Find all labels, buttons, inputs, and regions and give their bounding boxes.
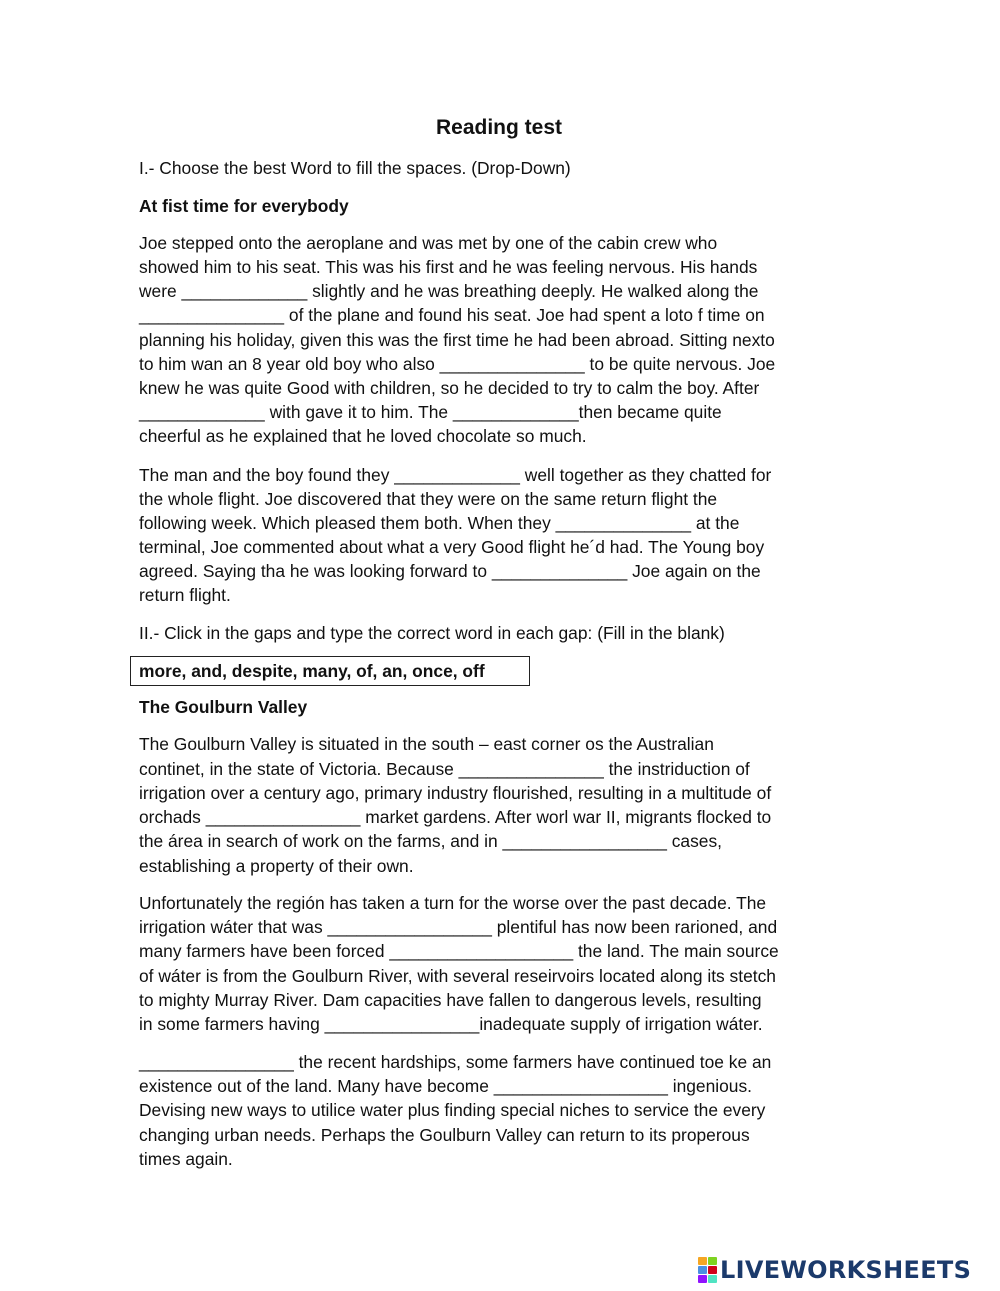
text-line: showed him to his seat. This was his first and he was feeling nervous. His hands xyxy=(139,257,758,277)
text-line: cheerful as he explained that he loved chocolate so much. xyxy=(139,426,587,446)
text-line[interactable]: ________________ the recent hardships, some farmers have continued toe ke an xyxy=(139,1052,772,1072)
text-line: planning his holiday, given this was the first time he had been abroad. Sitting nexto xyxy=(139,330,775,350)
logo-text: LIVEWORKSHEETS xyxy=(720,1256,972,1284)
logo-block xyxy=(698,1275,707,1283)
text-line: return flight. xyxy=(139,585,231,605)
text-line: times again. xyxy=(139,1149,233,1169)
section1-instruction: I.- Choose the best Word to fill the spaces. (Drop-Down) xyxy=(139,158,571,178)
text-line[interactable]: the área in search of work on the farms, and in _________________ cases, xyxy=(139,831,722,851)
text-line[interactable]: existence out of the land. Many have become __________________ ingenious. xyxy=(139,1076,753,1096)
text-line: irrigation over a century ago, primary industry flourished, resulting in a multitude of xyxy=(139,783,772,803)
text-line[interactable]: irrigation wáter that was _________________ plentiful has now been rarioned, and xyxy=(139,917,778,937)
text-line: Joe stepped onto the aeroplane and was met by one of the cabin crew who xyxy=(139,233,718,253)
logo-block xyxy=(708,1275,717,1283)
section2-instruction: II.- Click in the gaps and type the correct word in each gap: (Fill in the blank) xyxy=(139,623,725,643)
text-line[interactable]: _______________ of the plane and found his seat. Joe had spent a loto f time on xyxy=(139,305,765,325)
logo-block xyxy=(708,1266,717,1274)
text-line: terminal, Joe commented about what a very Good flight he´d had. The Young boy xyxy=(139,537,765,557)
text-line: changing urban needs. Perhaps the Goulburn Valley can return to its properous xyxy=(139,1125,750,1145)
text-line[interactable]: agreed. Saying tha he was looking forward to ______________ Joe again on the xyxy=(139,561,761,581)
text-line: the whole flight. Joe discovered that they were on the same return flight the xyxy=(139,489,718,509)
text-line: to mighty Murray River. Dam capacities have fallen to dangerous levels, resulting xyxy=(139,990,762,1010)
text-line: of wáter is from the Goulburn River, with several reseirvoirs located along its stetch xyxy=(139,966,776,986)
text-line[interactable]: many farmers have been forced ___________________ the land. The main source xyxy=(139,941,779,961)
section2-heading: The Goulburn Valley xyxy=(139,697,308,717)
text-line: Unfortunately the región has taken a turn for the worse over the past decade. The xyxy=(139,893,767,913)
text-line[interactable]: were _____________ slightly and he was breathing deeply. He walked along the xyxy=(139,281,759,301)
text-line[interactable]: in some farmers having ________________inadequate supply of irrigation wáter. xyxy=(139,1014,763,1034)
text-line[interactable]: _____________ with gave it to him. The _____________then became quite xyxy=(139,402,722,422)
logo-block xyxy=(698,1257,707,1265)
text-line: Devising new ways to utilice water plus finding special niches to service the every xyxy=(139,1100,766,1120)
logo-blocks-icon xyxy=(698,1257,717,1283)
text-line: knew he was quite Good with children, so he decided to try to calm the boy. After xyxy=(139,378,760,398)
text-line: establishing a property of their own. xyxy=(139,856,414,876)
text-line[interactable]: continet, in the state of Victoria. Because _______________ the instriduction of xyxy=(139,759,750,779)
text-line: The Goulburn Valley is situated in the south – east corner os the Australian xyxy=(139,734,714,754)
word-bank-box: more, and, despite, many, of, an, once, off xyxy=(130,656,530,686)
section1-heading: At fist time for everybody xyxy=(139,196,349,216)
liveworksheets-logo[interactable] xyxy=(698,1257,971,1283)
logo-block xyxy=(708,1257,717,1265)
text-line[interactable]: The man and the boy found they _____________ well together as they chatted for xyxy=(139,465,772,485)
text-line[interactable]: to him wan an 8 year old boy who also _______________ to be quite nervous. Joe xyxy=(139,354,776,374)
page-title: Reading test xyxy=(435,116,563,139)
text-line[interactable]: orchads ________________ market gardens. After worl war II, migrants flocked to xyxy=(139,807,772,827)
logo-block xyxy=(698,1266,707,1274)
text-line[interactable]: following week. Which pleased them both. When they ______________ at the xyxy=(139,513,740,533)
